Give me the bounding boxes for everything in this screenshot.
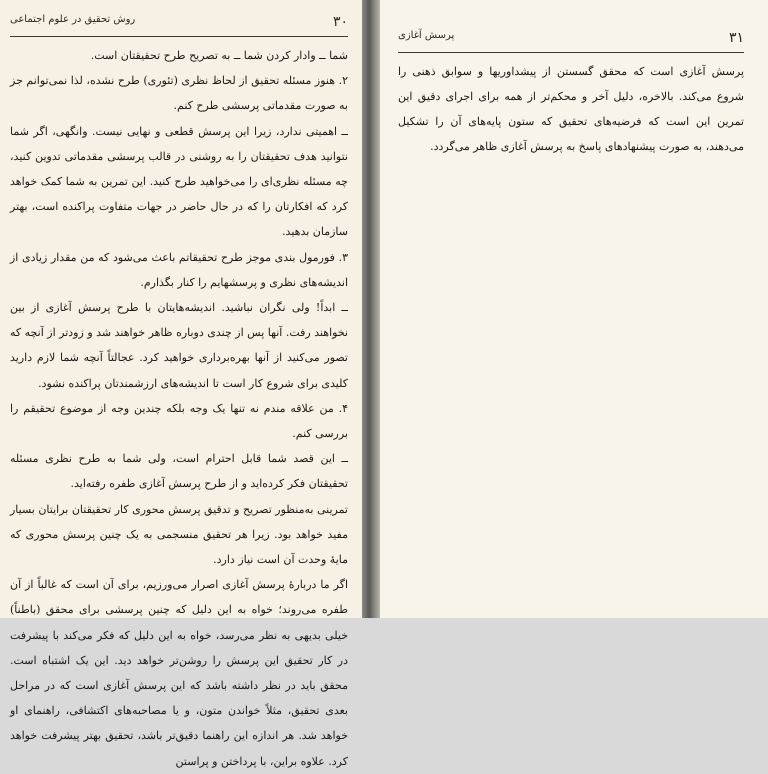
left-paragraph-7: ــ این قصد شما قابل احترام است، ولی شما به طرح نظری مسئله تحقیقتان فکر کرده‌اید و از طرح پرسش آغازی طفره رفته‌اید. [10,452,348,491]
right-running-head: پرسش آغازی [398,30,455,41]
left-page-header [10,14,348,30]
left-paragraph-8: تمرینی به‌منظور تصریح و تدقیق پرسش محوری کار تحقیقتان برایتان بسیار مفید خواهد بود. زیرا هر تحقیق منسجمی به یک چنین پرسش محوری که مایهٔ وحدت آن است نیاز دارد. [9,502,348,567]
left-running-head: روش تحقیق در علوم اجتماعی [10,14,136,25]
left-header-rule [10,36,348,37]
right-page [380,0,768,618]
right-page-body [398,59,744,159]
left-page-body [10,43,348,774]
left-paragraph-1: شما ــ وادار کردن شما ــ به تصریح طرح تحقیقتان است. [90,49,348,62]
left-paragraph-5: ــ ابداً! ولی نگران نباشید. اندیشه‌هایتان با طرح پرسش آغازی از بین نخواهند رفت. آنها پس از چندی دوباره ظاهر خواهند شد و زودتر از آنچه که تصور می‌کنید از آنها بهره‌برداری خواهید کرد. عجالتاً آنچه شما لازم دارید کلیدی برای شروع کار است تا اندیشه‌های ارزشمندتان پراکنده نشود. [10,301,348,390]
left-page-number: ۳۰ [332,14,348,30]
left-page [0,0,362,768]
right-page-number: ۳۱ [728,30,744,46]
right-paragraph-1: پرسش آغازی است که محقق گسستن از پیشداوریها و سوابق ذهنی را شروع می‌کند. بالاخره، دلیل آخر و محکم‌تر از همه برای اجرای دقیق این تمرین این است که فرضیه‌های تحقیق که ستون پایه‌های آن را تشکیل می‌دهند، به صورت پیشنهادهای پاسخ به پرسش آغازی ظاهر می‌گردد. [398,65,744,153]
left-paragraph-3: ــ اهمیتی ندارد، زیرا این پرسش قطعی و نهایی نیست. وانگهی، اگر شما نتوانید هدف تحقیقتان را به روشنی در قالب پرسشی مقدماتی تدوین کنید، چه مسئله نظری‌ای را می‌خواهید طرح کنید. این تمرین به شما کمک خواهد کرد که افکارتان را که در حال حاضر در جهات متفاوت پراکنده است، بهتر سازمان بدهید. [10,124,348,239]
left-paragraph-4: ۳. فورمول بندی موجز طرح تحقیقاتم باعث می‌شود که من مقدار زیادی از اندیشه‌های نظری و پرسشهایم را کنار بگذارم. [10,250,348,289]
right-header-rule [398,52,744,53]
book-gutter [362,0,380,618]
left-paragraph-6: ۴. من علاقه مندم نه تنها یک وجه بلکه چندین وجه از موضوع تحقیقم را بررسی کنم. [10,401,348,441]
left-paragraph-9: اگر ما دربارهٔ پرسش آغازی اصرار می‌ورزیم، برای آن است که غالباً از آن طفره می‌روند؛ خواه به این دلیل که چنین پرسشی برای محقق (باطناً) خیلی بدیهی به نظر می‌رسد، خواه به این دلیل که فکر می‌کند با پیشرفت در کار تحقیق این پرسش را روشن‌تر خواهد دید. این یک اشتباه است. محقق باید در نظر داشته باشد که این پرسش آغازی است که در مراحل بعدی تحقیق، مثلاً خواندن متون، و یا مصاحبه‌های اکتشافی، راهنمای او خواهد شد. هر اندازه این راهنما دقیق‌تر باشد، تحقیق بهتر پیشرفت خواهد کرد. علاوه براین، با پرداختن و پراستن [10,578,348,768]
left-paragraph-2: ۲. هنوز مسئله تحقیق از لحاظ نظری (تئوری) طرح نشده، لذا نمی‌توانم جز به صورت مقدماتی پرسشی طرح کنم. [10,74,348,113]
right-page-header [398,30,744,46]
